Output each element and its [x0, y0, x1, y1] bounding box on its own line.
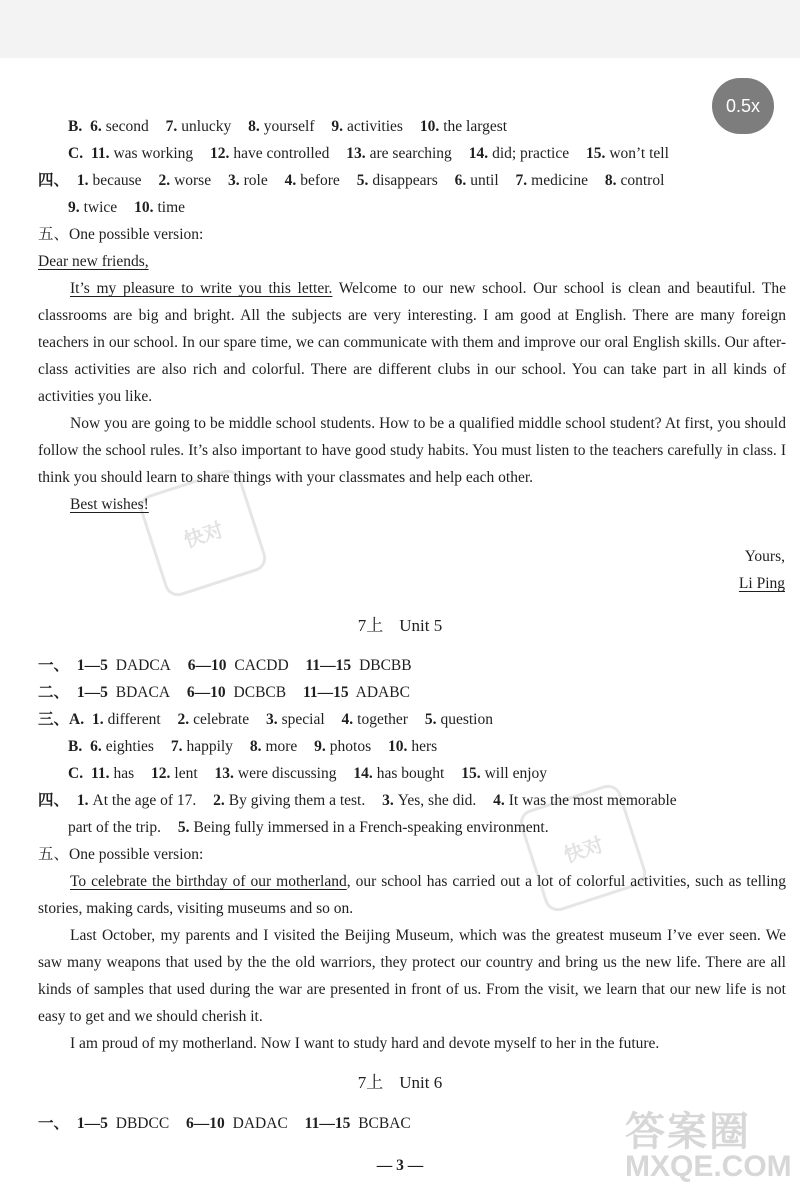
letter-closing: Best wishes! — [70, 496, 149, 513]
essay-paragraph: To celebrate the birthday of our motherland, our school has carried out a lot of colorful activities, such as telling stories, making cards, visiting museums and so on. — [38, 873, 787, 917]
unit5-section-2: 二、 1—5 BDACA 6—10 DCBCB 11—15 ADABC — [38, 684, 410, 701]
unit5-section-1: 一、 1—5 DADCA 6—10 CACDD 11—15 DBCBB — [38, 657, 412, 674]
unit5-section-4-cont: part of the trip. 5. Being fully immersed in a French-speaking environment. — [68, 819, 549, 836]
zoom-level-badge[interactable]: 0.5x — [712, 78, 774, 134]
letter-sign-yours: Yours, — [744, 548, 785, 565]
unit6-section-1: 一、 1—5 DBDCC 6—10 DADAC 11—15 BCBAC — [38, 1115, 411, 1132]
watermark-site: MXQE.COM — [625, 1150, 792, 1183]
unit5-section-3a: 三、A. 1. different 2. celebrate 3. special 4. together 5. question — [38, 711, 493, 728]
unit5-section-3b: B. 6. eighties 7. happily 8. more 9. photos 10. hers — [68, 738, 438, 755]
letter-paragraph: It’s my pleasure to write you this letter. Welcome to our new school. Our school is clean and beautiful. The classrooms are big and bright. All the subjects are very interesting. I am good at English. There are many foreign teachers in our school. In our spare time, we can communicate with them and improve our oral English skills. Our after-class activities are also rich and colorful. There are different clubs in our school. You can take part in all kinds of activities you like. — [38, 280, 786, 405]
watermark-mark: 答案圈 — [625, 1110, 751, 1154]
letter-greeting: Dear new friends, — [38, 253, 149, 270]
unit5-section-3c: C. 11. has 12. lent 13. were discussing 14. has bought 15. will enjoy — [68, 765, 548, 782]
unit5-section-5-label: 五、One possible version: — [38, 846, 204, 863]
essay-paragraph: I am proud of my motherland. Now I want to study hard and devote myself to her in the future. — [70, 1035, 660, 1052]
watermark-stamp: 快对 — [516, 781, 650, 915]
unit5-essay — [38, 868, 786, 1057]
page-number: — 3 — — [376, 1157, 424, 1174]
unit-title: 7上 Unit 5 — [357, 616, 443, 635]
answer-line-c: C. 11. was working 12. have controlled 13. are searching 14. did; practice 15. won’t tell — [68, 145, 669, 162]
answer-section-4: 四、 1. because 2. worse 3. role 4. before 5. disappears 6. until 7. medicine 8. control — [38, 172, 665, 189]
unit-title: 7上 Unit 6 — [357, 1073, 443, 1092]
section-5-label: 五、One possible version: — [38, 226, 204, 243]
letter-paragraph: Now you are going to be middle school students. How to be a qualified middle school student? At first, you should follow the school rules. It’s also important to have good study habits. You must listen to the teachers carefully in class. I think you should learn to share things with your classmates and help each other. — [38, 415, 786, 486]
answer-section-4-cont: 9. twice 10. time — [68, 199, 186, 216]
unit5-section-4: 四、 1. At the age of 17. 2. By giving them a test. 3. Yes, she did. 4. It was the most memorable — [38, 792, 677, 809]
viewer-top-bar — [0, 0, 800, 58]
essay-paragraph: Last October, my parents and I visited the Beijing Museum, which was the greatest museum I’ve ever seen. We saw many weapons that used by the the old warriors, they protect our country and bring us the new life. There are all kinds of samples that used during the war are presented in front of us. From the visit, we learn that our new life is not easy to get and we should cherish it. — [38, 927, 786, 1025]
answer-line-b: B. 6. second 7. unlucky 8. yourself 9. activities 10. the largest — [68, 118, 508, 135]
letter-body — [38, 275, 786, 518]
watermark-stamp: 快对 — [136, 466, 270, 600]
letter-sign-name: Li Ping — [738, 575, 785, 592]
